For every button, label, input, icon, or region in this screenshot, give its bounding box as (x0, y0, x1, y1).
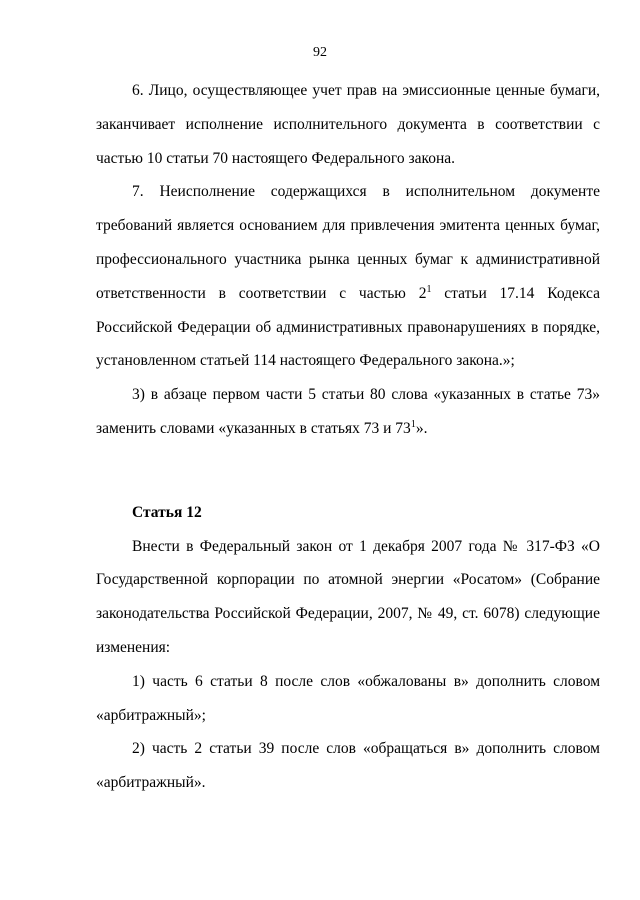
article-12-intro: Внести в Федеральный закон от 1 декабря 2007 года № 317-ФЗ «О Государственной корпорации по атомной энергии «Росатом» (Собрание законодательства Российской Федерации, 2007, № 49, ст. 6078) следующие изменения: (96, 537, 600, 656)
article-12-item-1: 1) часть 6 статьи 8 после слов «обжалованы в» дополнить словом «арбитражный»; (96, 672, 600, 724)
paragraph-3-superscript: 1 (410, 418, 416, 430)
paragraph-7-tail: статьи 17.14 Кодекса Российской Федерации об административных правонарушениях в порядке, установленном статьей 114 настоящего Федерального закона.»; (96, 284, 600, 370)
paragraph-3-amendment (96, 378, 600, 446)
page-number: 92 (313, 45, 327, 60)
paragraph-7-superscript: 1 (426, 283, 432, 295)
paragraph-7-text: 7. Неисполнение содержащихся в исполнительном документе требований является основанием для привлечения эмитента ценных бумаг, профессионального участника рынка ценных бумаг к административной ответственности в соответствии с частью 2 (96, 183, 600, 302)
paragraph-7 (96, 175, 600, 378)
article-heading: Статья 12 (132, 503, 202, 521)
paragraph-3-tail: ». (415, 419, 428, 437)
document-body (96, 74, 600, 800)
paragraph-3-text: 3) в абзаце первом части 5 статьи 80 слова «указанных в статье 73» заменить словами «указанных в статьях 73 и 73 (96, 386, 600, 437)
paragraph-6: 6. Лицо, осуществляющее учет прав на эмиссионные ценные бумаги, заканчивает исполнение исполнительного документа в соответствии с частью 10 статьи 70 настоящего Федерального закона. (96, 82, 600, 167)
article-12-item-2: 2) часть 2 статьи 39 после слов «обращаться в» дополнить словом «арбитражный». (96, 740, 600, 792)
